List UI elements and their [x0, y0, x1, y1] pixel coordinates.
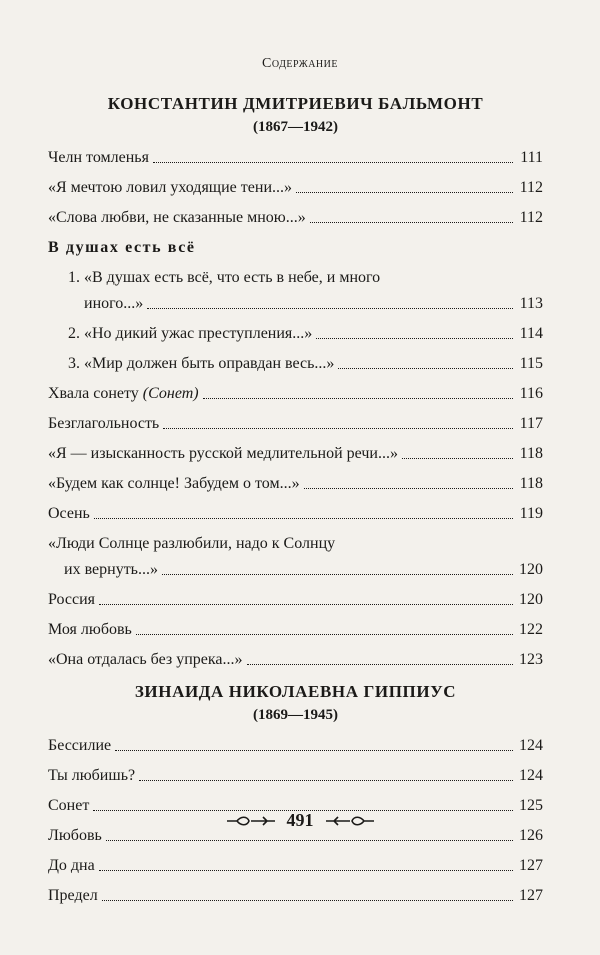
entry-title: До дна: [48, 857, 95, 874]
entry-title: Сонет: [48, 797, 90, 814]
dot-leader: [162, 574, 513, 575]
entry-page-number: 124: [519, 737, 543, 754]
author-heading: ЗИНАИДА НИКОЛАЕВНА ГИППИУС: [134, 682, 457, 701]
toc-entry[interactable]: [48, 384, 543, 404]
toc-entry[interactable]: [48, 590, 543, 610]
toc-entry[interactable]: [48, 856, 543, 876]
entry-title-main: Хвала сонету: [48, 385, 143, 402]
entry-title: 3. «Мир должен быть оправдан весь...»: [68, 355, 335, 372]
toc-entry[interactable]: [48, 736, 543, 756]
dot-leader: [153, 162, 513, 163]
entry-title: «Она отдалась без упрека...»: [48, 651, 243, 668]
toc-entry[interactable]: [48, 268, 543, 314]
dot-leader: [163, 428, 513, 429]
entry-page-number: 120: [519, 561, 543, 578]
entry-page-number: 118: [519, 475, 543, 492]
entry-title-italic: (Сонет): [142, 385, 199, 402]
dot-leader: [139, 780, 513, 781]
dot-leader: [203, 398, 513, 399]
dot-leader: [402, 458, 513, 459]
dot-leader: [310, 222, 513, 223]
entry-title: «Будем как солнце! Забудем о том...»: [48, 475, 300, 492]
toc-entry[interactable]: [48, 208, 543, 228]
toc-entry[interactable]: [48, 534, 543, 580]
entry-title-line1: 1. «В душах есть всё, что есть в небе, и много: [68, 269, 381, 286]
toc-entry[interactable]: [48, 324, 543, 344]
entry-title: «Слова любви, не сказанные мною...»: [48, 209, 306, 226]
entry-title: Осень: [48, 505, 90, 522]
entry-title: Предел: [48, 887, 98, 904]
entry-page-number: 122: [519, 621, 543, 638]
entry-title: Безглагольность: [48, 415, 160, 432]
dot-leader: [115, 750, 513, 751]
author-years: (1867—1942): [253, 119, 338, 135]
toc-entry[interactable]: [48, 620, 543, 640]
dot-leader: [316, 338, 513, 339]
entry-title: «Я — изысканность русской медлительной речи...»: [48, 445, 398, 462]
entry-page-number: 114: [519, 325, 543, 342]
entry-page-number: 119: [519, 505, 543, 522]
dot-leader: [247, 664, 514, 665]
author-years: (1869—1945): [253, 707, 338, 723]
dot-leader: [99, 604, 513, 605]
entry-page-number: 125: [519, 797, 543, 814]
entry-page-number: 127: [519, 857, 543, 874]
entry-title-line2: иного...»: [84, 295, 144, 312]
entry-title-line1: «Люди Солнце разлюбили, надо к Солнцу: [48, 535, 336, 552]
toc-entry[interactable]: [48, 178, 543, 198]
author-heading: КОНСТАНТИН ДМИТРИЕВИЧ БАЛЬМОНТ: [107, 94, 484, 113]
toc-entry[interactable]: [48, 504, 543, 524]
entry-page-number: 123: [519, 651, 543, 668]
dot-leader: [106, 840, 513, 841]
toc-entry[interactable]: [48, 650, 543, 670]
entry-page-number: 126: [519, 827, 543, 844]
toc-entry[interactable]: [48, 474, 543, 494]
toc-entry[interactable]: [48, 354, 543, 374]
entry-page-number: 116: [519, 385, 543, 402]
entry-page-number: 117: [519, 415, 543, 432]
entry-page-number: 112: [519, 209, 543, 226]
dot-leader: [338, 368, 513, 369]
dot-leader: [296, 192, 513, 193]
entry-page-number: 113: [519, 295, 543, 312]
entry-page-number: 124: [519, 767, 543, 784]
toc-entry[interactable]: [48, 766, 543, 786]
entry-title: Бессилие: [48, 737, 112, 754]
dot-leader: [94, 518, 513, 519]
page-folio: [0, 810, 600, 831]
dot-leader: [102, 900, 513, 901]
entry-title: [48, 384, 199, 404]
running-head: Содержание: [262, 56, 338, 71]
toc-entry[interactable]: [48, 414, 543, 434]
entry-page-number: 112: [519, 179, 543, 196]
page-number: 491: [286, 810, 314, 830]
entry-page-number: 127: [519, 887, 543, 904]
cycle-heading: В душах есть всё: [48, 239, 196, 256]
toc-entry[interactable]: [48, 886, 543, 906]
dot-leader: [147, 308, 513, 309]
dot-leader: [99, 870, 513, 871]
toc-entry[interactable]: [48, 444, 543, 464]
entry-title: Россия: [48, 591, 96, 608]
entry-page-number: 120: [519, 591, 543, 608]
entry-title: Любовь: [48, 827, 102, 844]
dot-leader: [136, 634, 513, 635]
entry-title: Моя любовь: [48, 621, 132, 638]
entry-page-number: 118: [519, 445, 543, 462]
toc-entry[interactable]: [48, 148, 543, 168]
entry-title: 2. «Но дикий ужас преступления...»: [68, 325, 313, 342]
entry-title: «Я мечтою ловил уходящие тени...»: [48, 179, 292, 196]
entry-page-number: 111: [520, 149, 543, 166]
entry-page-number: 115: [519, 355, 543, 372]
entry-title: Челн томленья: [48, 149, 149, 166]
entry-title-line2: их вернуть...»: [64, 561, 158, 578]
entry-title: Ты любишь?: [48, 767, 136, 784]
dot-leader: [304, 488, 513, 489]
ornament-right-icon: [324, 814, 376, 828]
ornament-left-icon: [225, 814, 277, 828]
table-of-contents: [48, 92, 543, 916]
